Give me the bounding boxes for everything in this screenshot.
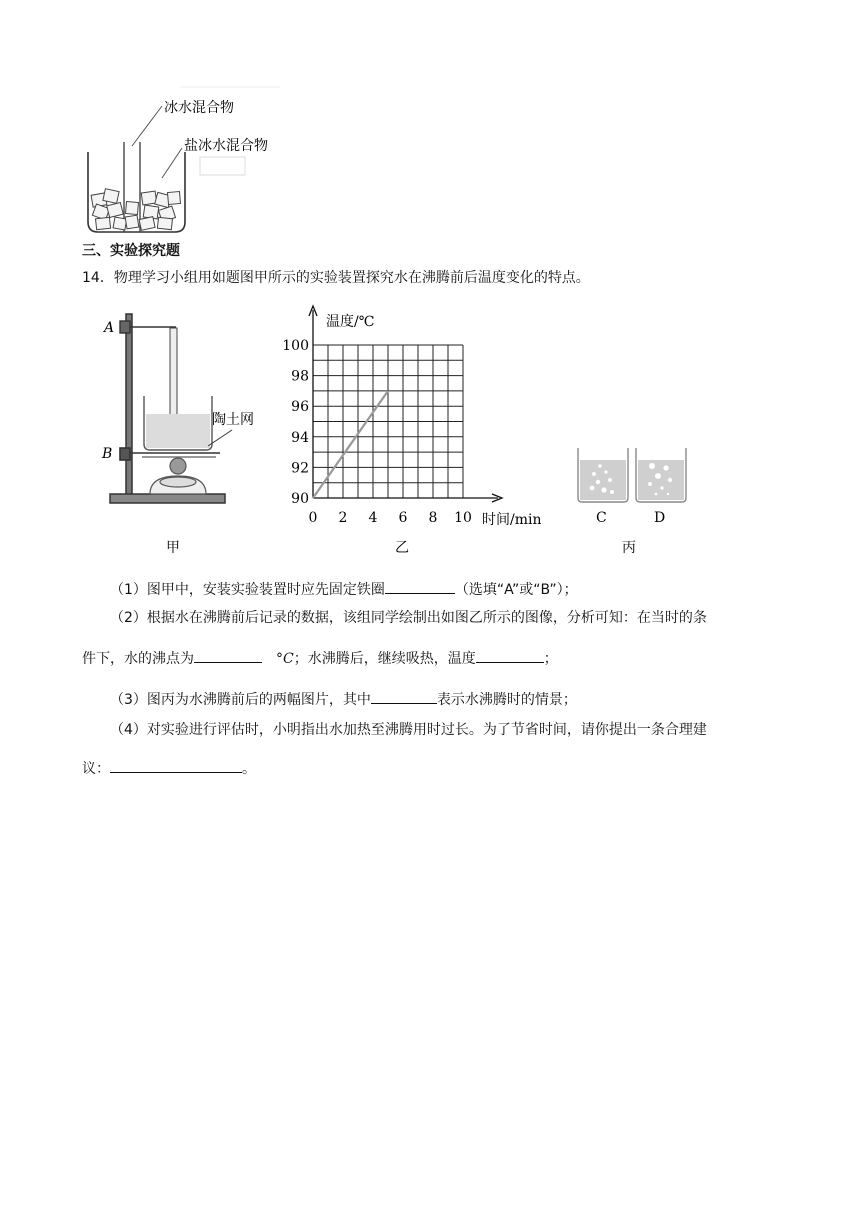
q3-text-a: （3）图丙为水沸腾前后的两幅图片，其中 — [110, 692, 371, 708]
label-a: A — [104, 320, 115, 336]
clamp-a — [120, 321, 176, 333]
caption-yi: 乙 — [395, 540, 409, 556]
q2-line2 — [82, 648, 558, 669]
x-tick-label: 8 — [428, 510, 438, 526]
q2-text-a: 件下，水的沸点为 — [82, 651, 194, 667]
caption-bing: 丙 — [622, 540, 636, 556]
caption-jia: 甲 — [166, 540, 180, 556]
boiling-beakers-figure — [570, 440, 690, 556]
q2-boiling-point-blank[interactable] — [194, 648, 262, 663]
label-gauze: 陶土网 — [212, 412, 254, 428]
label-c: C — [596, 510, 607, 526]
water-beaker — [144, 396, 212, 450]
q3-line — [110, 689, 577, 710]
q2-temperature-blank[interactable] — [476, 648, 544, 663]
q4-text-a: 议： — [82, 761, 110, 777]
y-tick-label: 94 — [291, 429, 309, 446]
q4-line1: （4）对实验进行评估时，小明指出水加热至沸腾用时过长。为了节省时间，请你提出一条合理建 — [110, 722, 707, 738]
chart-xlabel: 时间/min — [482, 512, 542, 528]
q1-text-a: （1）图甲中，安装实验装置时应先固定铁圈 — [110, 582, 385, 598]
faint-box — [200, 157, 245, 175]
x-tick-label: 0 — [308, 510, 318, 526]
beaker-c — [578, 448, 628, 502]
label-ice-water: 冰水混合物 — [164, 100, 234, 116]
ice-beaker-figure — [80, 82, 310, 238]
chart-axes — [309, 306, 502, 502]
y-tick-label: 90 — [291, 491, 309, 507]
y-tick-label: 92 — [291, 460, 309, 477]
q3-text-b: 表示水沸腾时的情景； — [436, 692, 577, 708]
q1-text-b: （选填“A”或“B”）； — [454, 582, 578, 598]
label-salt-ice-water: 盐冰水混合物 — [184, 138, 268, 154]
ice-cubes — [91, 189, 180, 231]
temperature-chart — [280, 300, 560, 558]
q4-line2 — [82, 758, 256, 779]
q3-answer-blank[interactable] — [371, 689, 437, 704]
q2-line1: （2）根据水在沸腾前后记录的数据，该组同学绘制出如图乙所示的图像，分析可知：在当时的条 — [110, 610, 707, 626]
apparatus-figure — [100, 306, 280, 556]
x-tick-label: 2 — [338, 510, 348, 526]
chart-ylabel: 温度/℃ — [326, 314, 375, 330]
q2-text-b: ；水沸腾后，继续吸热，温度 — [293, 651, 476, 667]
y-tick-label: 96 — [291, 399, 309, 416]
q2-unit: °C — [276, 651, 294, 667]
y-tick-label: 98 — [291, 368, 309, 385]
x-tick-label: 4 — [368, 510, 378, 526]
x-tick-label: 6 — [398, 510, 408, 526]
alcohol-lamp — [150, 458, 206, 494]
series-line — [313, 391, 388, 498]
q1-answer-blank[interactable] — [385, 579, 455, 594]
q1-line — [110, 579, 578, 600]
q2-text-c: ； — [543, 651, 558, 667]
beaker-d — [636, 448, 686, 502]
section-title: 三、实验探究题 — [82, 243, 180, 259]
chart-grid — [313, 345, 463, 498]
y-tick-label: 100 — [282, 338, 309, 354]
x-tick-label: 10 — [454, 510, 472, 526]
question-stem: 14．物理学习小组用如题图甲所示的实验装置探究水在沸腾前后温度变化的特点。 — [82, 270, 590, 286]
chart-series — [313, 391, 388, 498]
label-b: B — [102, 446, 113, 462]
q4-answer-blank[interactable] — [110, 758, 242, 773]
iron-stand — [110, 314, 225, 503]
q4-text-b: 。 — [242, 761, 256, 777]
label-d: D — [654, 510, 666, 526]
